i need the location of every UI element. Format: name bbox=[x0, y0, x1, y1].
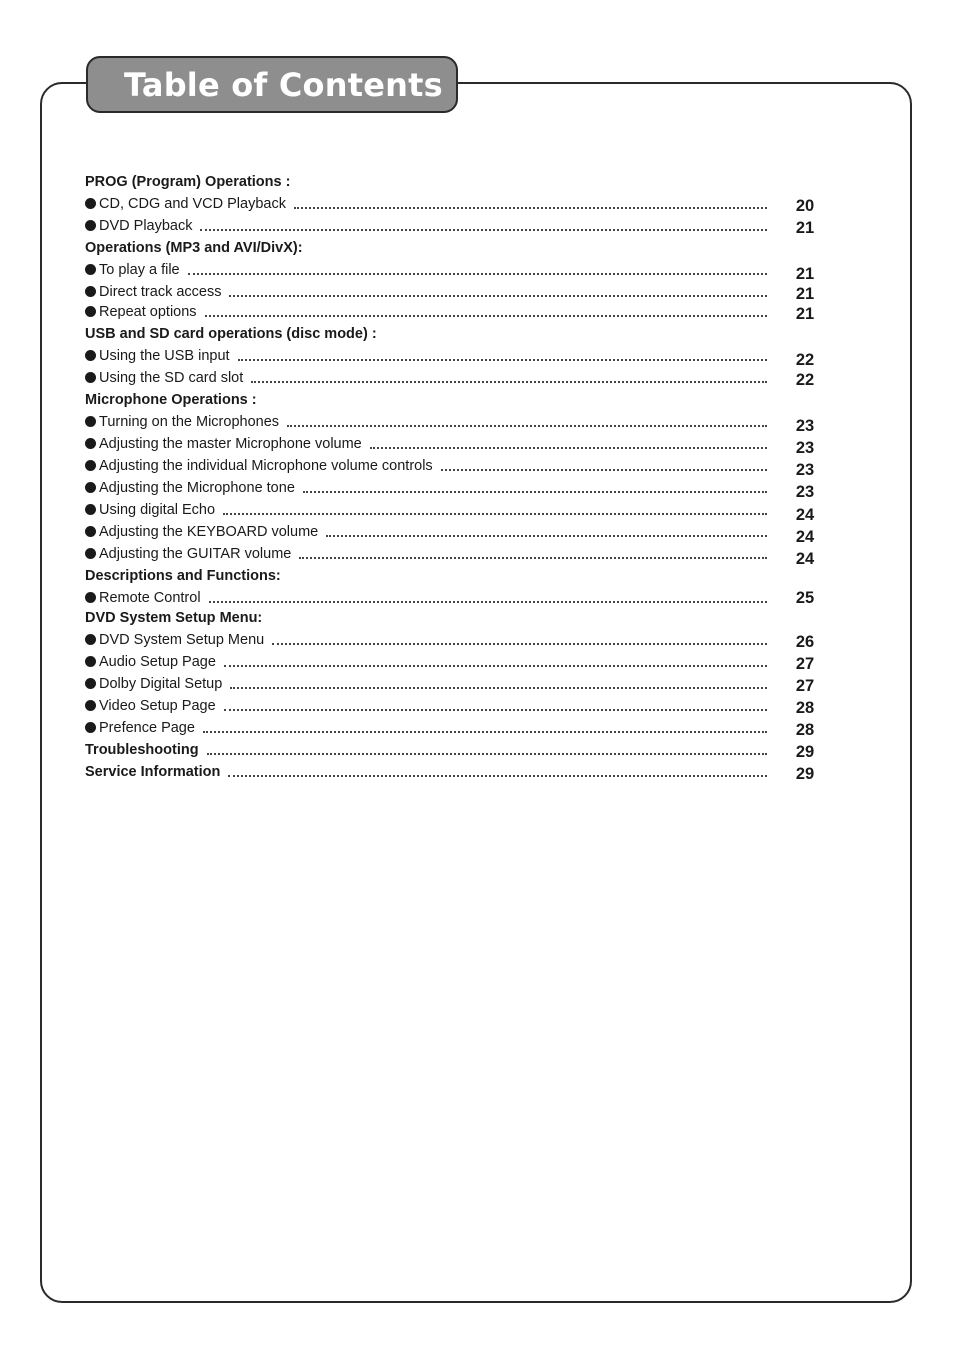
dot-leader bbox=[251, 380, 767, 383]
dot-leader bbox=[370, 446, 767, 449]
dot-leader bbox=[223, 512, 767, 515]
toc-entry-label bbox=[85, 458, 439, 474]
toc-text: Using the USB input bbox=[99, 348, 230, 364]
dot-leader bbox=[207, 752, 767, 755]
toc-entry-label bbox=[85, 348, 236, 364]
bullet-icon bbox=[85, 678, 96, 689]
toc-entry-label bbox=[85, 676, 228, 692]
toc-entry bbox=[85, 696, 767, 716]
section-heading: Microphone Operations : bbox=[85, 392, 257, 408]
bullet-icon bbox=[85, 438, 96, 449]
page-number: 20 bbox=[795, 197, 815, 215]
page-number: 22 bbox=[795, 371, 815, 389]
section-heading: DVD System Setup Menu: bbox=[85, 610, 263, 626]
bullet-icon bbox=[85, 306, 96, 317]
page-number: 21 bbox=[795, 305, 815, 323]
dot-leader bbox=[326, 534, 767, 537]
toc-text: Direct track access bbox=[99, 284, 222, 300]
toc-heading bbox=[85, 762, 767, 782]
bullet-icon bbox=[85, 526, 96, 537]
dot-leader bbox=[272, 642, 767, 645]
toc-text: Troubleshooting bbox=[85, 742, 199, 758]
bullet-icon bbox=[85, 504, 96, 515]
toc-text: Audio Setup Page bbox=[99, 654, 216, 670]
toc-entry bbox=[85, 478, 767, 498]
bullet-icon bbox=[85, 700, 96, 711]
toc-entry-label bbox=[85, 546, 297, 562]
bullet-icon bbox=[85, 482, 96, 493]
toc-entry bbox=[85, 456, 767, 476]
bullet-icon bbox=[85, 548, 96, 559]
dot-leader bbox=[200, 228, 767, 231]
page-number: 21 bbox=[795, 285, 815, 303]
bullet-icon bbox=[85, 592, 96, 603]
toc-text: CD, CDG and VCD Playback bbox=[99, 196, 286, 212]
section-heading: USB and SD card operations (disc mode) : bbox=[85, 326, 377, 342]
toc-entry-label bbox=[85, 414, 285, 430]
toc-entry-label bbox=[85, 304, 203, 320]
toc-entry bbox=[85, 346, 767, 366]
page-number: 21 bbox=[795, 265, 815, 283]
toc-text: Prefence Page bbox=[99, 720, 195, 736]
toc-entry-label bbox=[85, 218, 198, 234]
dot-leader bbox=[238, 358, 767, 361]
toc-text: Service Information bbox=[85, 764, 221, 780]
dot-leader bbox=[209, 600, 767, 603]
toc-text: Repeat options bbox=[99, 304, 197, 320]
page-number: 28 bbox=[795, 721, 815, 739]
toc-entry-label bbox=[85, 370, 249, 386]
page-number: 21 bbox=[795, 219, 815, 237]
toc-entry bbox=[85, 652, 767, 672]
dot-leader bbox=[303, 490, 767, 493]
toc-entry bbox=[85, 718, 767, 738]
toc-entry bbox=[85, 674, 767, 694]
page-number: 24 bbox=[795, 550, 815, 568]
toc-text: Adjusting the KEYBOARD volume bbox=[99, 524, 319, 540]
bullet-icon bbox=[85, 220, 96, 231]
page-number: 22 bbox=[795, 351, 815, 369]
bullet-icon bbox=[85, 722, 96, 733]
bullet-icon bbox=[85, 350, 96, 361]
toc-text: Dolby Digital Setup bbox=[99, 676, 223, 692]
toc-text: DVD Playback bbox=[99, 218, 193, 234]
page-number: 27 bbox=[795, 677, 815, 695]
page-number: 24 bbox=[795, 506, 815, 524]
toc-entry-label bbox=[85, 196, 292, 212]
toc-text: Turning on the Microphones bbox=[99, 414, 280, 430]
toc-entry-label bbox=[85, 480, 301, 496]
bullet-icon bbox=[85, 634, 96, 645]
toc-heading bbox=[85, 740, 767, 760]
toc-text: DVD System Setup Menu bbox=[99, 632, 265, 648]
toc-entry bbox=[85, 282, 767, 302]
toc-entry-label bbox=[85, 262, 186, 278]
toc-heading-label bbox=[85, 742, 205, 758]
page-number: 26 bbox=[795, 633, 815, 651]
page-number: 23 bbox=[795, 461, 815, 479]
toc-entry-label bbox=[85, 590, 207, 606]
page-number: 23 bbox=[795, 439, 815, 457]
toc-entry bbox=[85, 412, 767, 432]
page-number: 24 bbox=[795, 528, 815, 546]
page-number: 25 bbox=[795, 589, 815, 607]
toc-entry bbox=[85, 194, 767, 214]
toc-text: Using digital Echo bbox=[99, 502, 216, 518]
toc-text: Using the SD card slot bbox=[99, 370, 244, 386]
dot-leader bbox=[205, 314, 767, 317]
page-number: 23 bbox=[795, 417, 815, 435]
dot-leader bbox=[229, 294, 767, 297]
toc-text: Adjusting the individual Microphone volume controls bbox=[99, 458, 433, 474]
toc-entry bbox=[85, 630, 767, 650]
page-title: Table of Contents bbox=[124, 66, 443, 104]
toc-text: Video Setup Page bbox=[99, 698, 216, 714]
page-number: 27 bbox=[795, 655, 815, 673]
section-heading: Descriptions and Functions: bbox=[85, 568, 281, 584]
toc-text: Adjusting the Microphone tone bbox=[99, 480, 295, 496]
page-number: 29 bbox=[795, 743, 815, 761]
toc-entry-label bbox=[85, 632, 270, 648]
section-heading: PROG (Program) Operations : bbox=[85, 174, 291, 190]
toc-text: To play a file bbox=[99, 262, 180, 278]
toc-entry-label bbox=[85, 502, 221, 518]
toc-entry-label bbox=[85, 720, 201, 736]
toc-text: Adjusting the GUITAR volume bbox=[99, 546, 292, 562]
title-tab bbox=[86, 56, 458, 113]
toc-entry bbox=[85, 216, 767, 236]
toc-entry-label bbox=[85, 654, 222, 670]
bullet-icon bbox=[85, 264, 96, 275]
dot-leader bbox=[203, 730, 767, 733]
toc-entry-label bbox=[85, 436, 368, 452]
dot-leader bbox=[294, 206, 767, 209]
toc-entry bbox=[85, 260, 767, 280]
toc-text: Adjusting the master Microphone volume bbox=[99, 436, 362, 452]
dot-leader bbox=[287, 424, 767, 427]
page-number: 29 bbox=[795, 765, 815, 783]
bullet-icon bbox=[85, 372, 96, 383]
toc-entry bbox=[85, 434, 767, 454]
toc-entry-label bbox=[85, 698, 222, 714]
bullet-icon bbox=[85, 286, 96, 297]
dot-leader bbox=[224, 708, 767, 711]
toc-entry bbox=[85, 368, 767, 388]
page-number: 23 bbox=[795, 483, 815, 501]
dot-leader bbox=[230, 686, 767, 689]
dot-leader bbox=[188, 272, 767, 275]
dot-leader bbox=[224, 664, 767, 667]
bullet-icon bbox=[85, 460, 96, 471]
dot-leader bbox=[228, 774, 767, 777]
toc-heading-label bbox=[85, 764, 226, 780]
toc-text: Remote Control bbox=[99, 590, 201, 606]
dot-leader bbox=[441, 468, 767, 471]
toc-entry bbox=[85, 302, 767, 322]
page-number: 28 bbox=[795, 699, 815, 717]
toc-entry bbox=[85, 544, 767, 564]
toc-entry-label bbox=[85, 284, 227, 300]
dot-leader bbox=[299, 556, 767, 559]
toc-entry bbox=[85, 500, 767, 520]
bullet-icon bbox=[85, 416, 96, 427]
section-heading: Operations (MP3 and AVI/DivX): bbox=[85, 240, 303, 256]
bullet-icon bbox=[85, 656, 96, 667]
toc-entry bbox=[85, 522, 767, 542]
toc-entry-label bbox=[85, 524, 324, 540]
bullet-icon bbox=[85, 198, 96, 209]
toc-entry bbox=[85, 588, 767, 608]
